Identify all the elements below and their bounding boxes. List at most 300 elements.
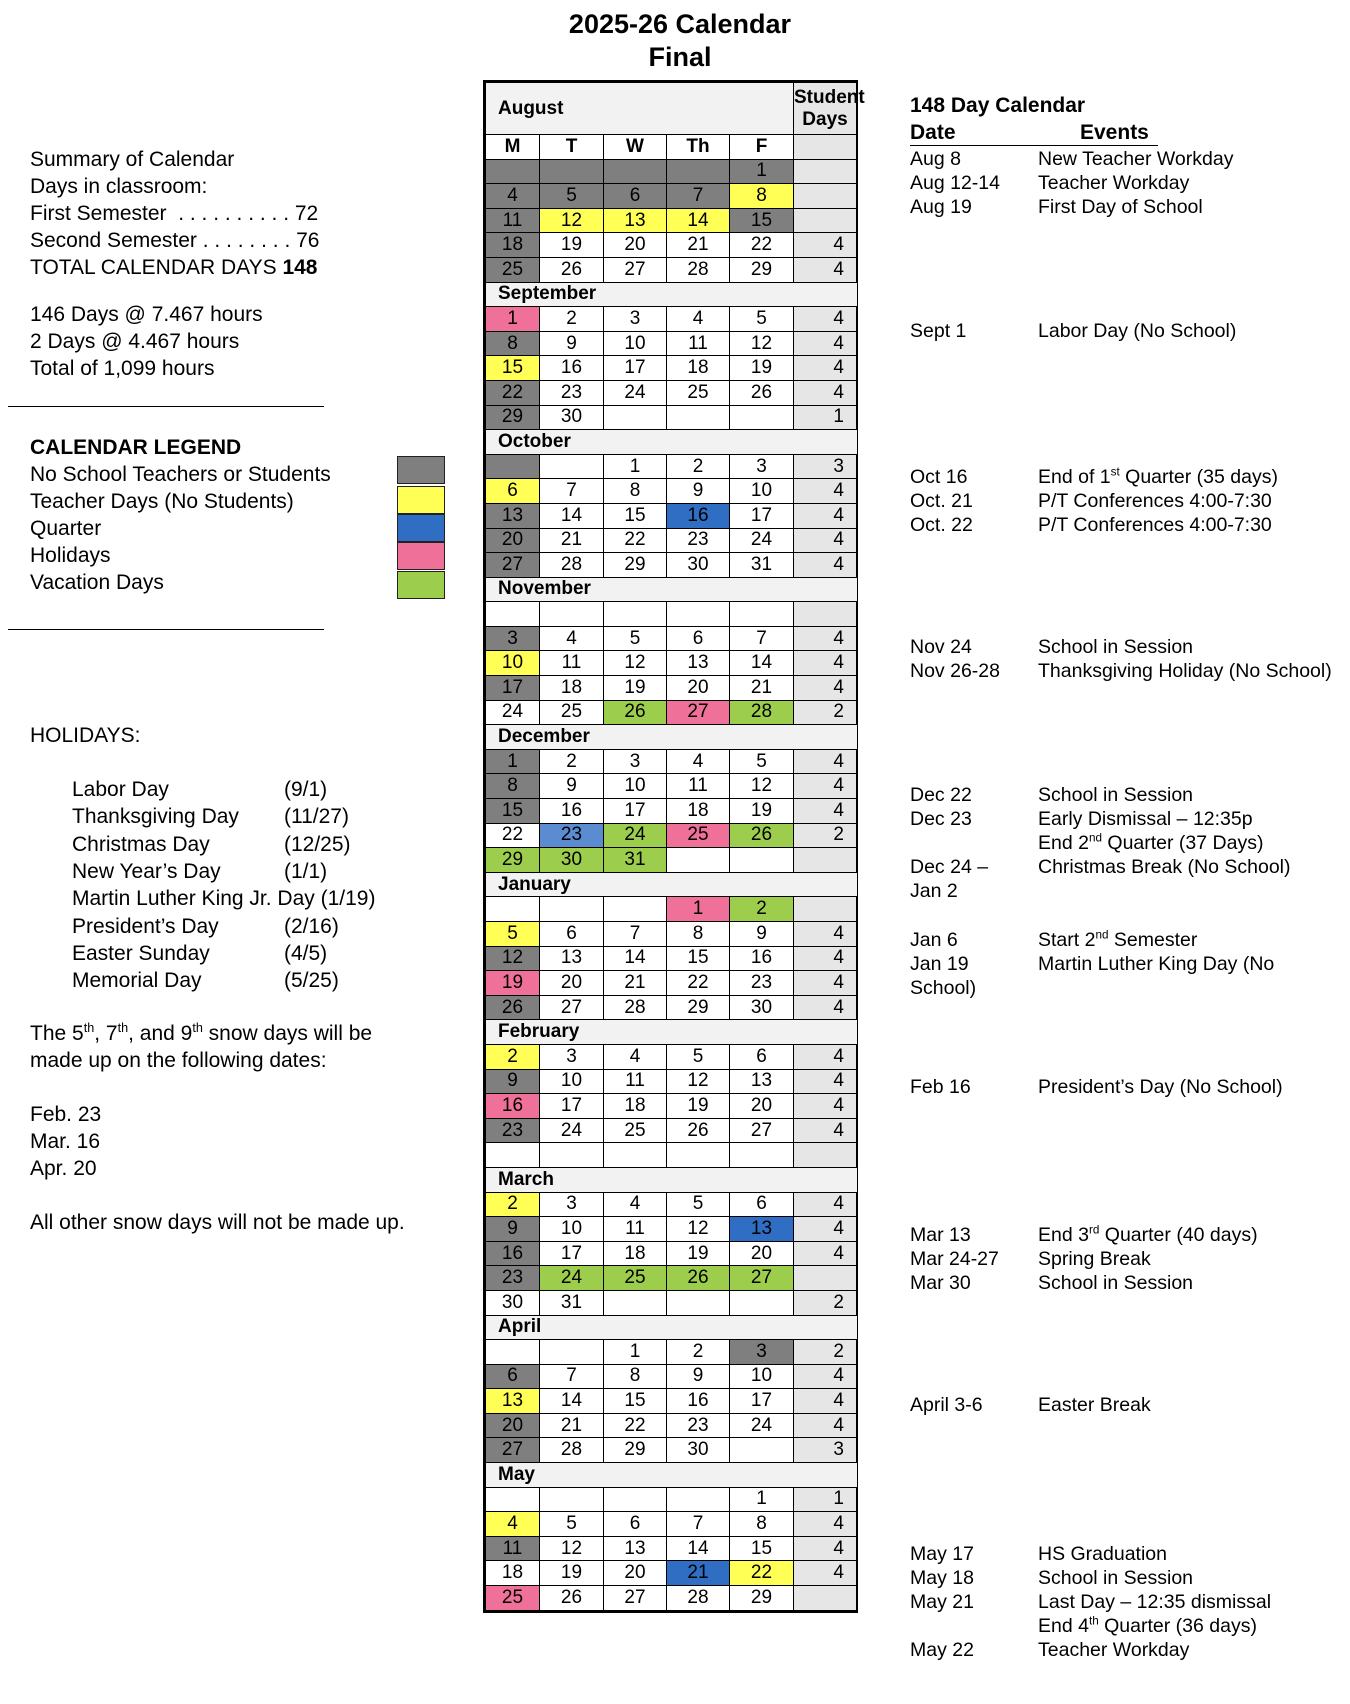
day-cell: 2	[540, 749, 604, 774]
student-days-cell: 4	[794, 380, 857, 405]
week-row	[486, 1561, 857, 1586]
student-days-cell: 4	[794, 1512, 857, 1537]
day-cell: 7	[540, 1364, 604, 1389]
day-cell: 19	[540, 233, 604, 258]
calendar-grid	[483, 80, 865, 1613]
day-cell: 21	[730, 676, 794, 701]
day-cell: 16	[486, 1094, 540, 1119]
total-days	[30, 254, 319, 281]
day-cell: 20	[486, 528, 540, 553]
day-cell: 9	[486, 1217, 540, 1242]
holiday-item	[72, 805, 349, 829]
day-cell: 21	[667, 1561, 730, 1586]
day-header-wed: W	[604, 135, 667, 160]
day-cell: 11	[604, 1217, 667, 1242]
week-row	[486, 528, 857, 553]
day-cell: 16	[540, 356, 604, 381]
snow-date: Feb. 23	[30, 1103, 102, 1126]
snow-line-1: The 5th, 7th, and 9th snow days will be	[30, 1021, 373, 1045]
week-row	[486, 946, 857, 971]
week-row	[486, 1118, 857, 1143]
day-cell	[667, 1487, 730, 1512]
day-cell: 27	[667, 700, 730, 725]
legend-vacation: Vacation Days	[30, 571, 164, 594]
week-row	[486, 700, 857, 725]
day-cell: 21	[540, 528, 604, 553]
student-days-cell: 4	[794, 1217, 857, 1242]
day-cell: 26	[730, 823, 794, 848]
day-cell: 10	[486, 651, 540, 676]
student-days-cell: 4	[794, 799, 857, 824]
day-cell: 6	[604, 1512, 667, 1537]
holiday-date: (2/16)	[284, 914, 339, 938]
header-month: August	[486, 83, 794, 135]
student-days-cell: 4	[794, 971, 857, 996]
day-cell: 15	[486, 356, 540, 381]
day-cell: 23	[667, 528, 730, 553]
day-cell: 5	[730, 749, 794, 774]
day-cell: 1	[604, 1340, 667, 1365]
week-row	[486, 159, 857, 184]
student-days-cell: 4	[794, 1389, 857, 1414]
holiday-name: New Year’s Day	[72, 859, 221, 883]
day-cell: 13	[667, 651, 730, 676]
day-cell: 23	[540, 380, 604, 405]
student-days-cell: 3	[794, 454, 857, 479]
day-cell: 1	[486, 307, 540, 332]
day-cell: 19	[486, 971, 540, 996]
day-header-blank	[794, 135, 857, 160]
day-cell: 4	[604, 1044, 667, 1069]
week-row	[486, 1340, 857, 1365]
calendar-table	[485, 82, 865, 1611]
holiday-item	[72, 941, 328, 966]
student-days-cell: 4	[794, 922, 857, 947]
day-cell: 6	[730, 1192, 794, 1217]
day-cell: 3	[730, 454, 794, 479]
day-cell	[730, 405, 794, 430]
week-row	[486, 1389, 857, 1414]
day-cell	[540, 1143, 604, 1168]
snow-date: Apr. 20	[30, 1157, 97, 1180]
month-label: September	[486, 282, 857, 307]
day-cell: 14	[667, 1536, 730, 1561]
day-cell	[540, 159, 604, 184]
holiday-name: Memorial Day	[72, 969, 202, 993]
week-row	[486, 1413, 857, 1438]
legend-swatch-blue	[397, 514, 445, 542]
week-row	[486, 208, 857, 233]
day-cell: 8	[604, 479, 667, 504]
holiday-date: (1/1)	[284, 859, 328, 883]
day-cell	[667, 405, 730, 430]
page-title	[480, 8, 880, 74]
legend-title: CALENDAR LEGEND	[30, 436, 242, 459]
day-cell: 14	[667, 208, 730, 233]
day-cell: 5	[667, 1192, 730, 1217]
title-line-1: 2025-26 Calendar	[568, 9, 792, 39]
holiday-date: (9/1)	[284, 778, 328, 801]
day-cell: 3	[604, 307, 667, 332]
day-cell: 27	[540, 995, 604, 1020]
day-cell: 31	[540, 1290, 604, 1315]
day-cell: 23	[486, 1266, 540, 1291]
title-line-2: Final	[648, 42, 712, 72]
divider	[8, 629, 324, 630]
hours-line-3: Total of 1,099 hours	[30, 357, 215, 380]
day-cell: 12	[730, 774, 794, 799]
day-cell: 10	[604, 774, 667, 799]
student-days-cell: 4	[794, 479, 857, 504]
week-row	[486, 233, 857, 258]
day-cell: 10	[540, 1069, 604, 1094]
day-cell: 18	[540, 676, 604, 701]
day-cell	[604, 1290, 667, 1315]
day-cell: 10	[540, 1217, 604, 1242]
day-cell: 12	[667, 1069, 730, 1094]
day-cell: 28	[604, 995, 667, 1020]
legend-holidays: Holidays	[30, 544, 111, 567]
day-cell: 11	[604, 1069, 667, 1094]
student-days-cell: 4	[794, 651, 857, 676]
day-cell: 15	[730, 208, 794, 233]
day-cell: 13	[604, 208, 667, 233]
day-cell: 12	[667, 1217, 730, 1242]
month-label: April	[486, 1315, 857, 1340]
student-days-cell	[794, 848, 857, 873]
month-label: May	[486, 1463, 857, 1488]
week-row	[486, 307, 857, 332]
month-label: February	[486, 1020, 857, 1045]
day-cell: 19	[730, 356, 794, 381]
day-cell: 8	[667, 922, 730, 947]
day-cell	[667, 159, 730, 184]
hours-line-1: 146 Days @ 7.467 hours	[30, 303, 263, 326]
student-days-cell	[794, 1586, 857, 1611]
day-cell: 26	[730, 380, 794, 405]
day-cell: 25	[667, 380, 730, 405]
day-cell: 16	[730, 946, 794, 971]
holiday-date: (5/25)	[284, 969, 339, 993]
day-cell	[486, 1143, 540, 1168]
day-cell: 4	[667, 749, 730, 774]
day-cell	[540, 602, 604, 627]
day-cell: 27	[486, 1438, 540, 1463]
day-cell: 18	[667, 799, 730, 824]
divider	[8, 406, 324, 407]
day-cell: 29	[486, 848, 540, 873]
day-cell: 13	[540, 946, 604, 971]
events-header	[910, 121, 1158, 146]
student-days-cell: 4	[794, 1413, 857, 1438]
week-row	[486, 1438, 857, 1463]
total-value: 148	[282, 256, 318, 279]
holidays-title: HOLIDAYS:	[30, 724, 141, 747]
day-cell: 7	[540, 479, 604, 504]
legend-swatch-yellow	[397, 486, 445, 514]
student-days-cell: 4	[794, 307, 857, 332]
student-days-cell: 4	[794, 1094, 857, 1119]
day-cell: 10	[730, 479, 794, 504]
day-cell: 21	[540, 1413, 604, 1438]
day-cell: 25	[540, 700, 604, 725]
holiday-name: Easter Sunday	[72, 941, 210, 965]
week-row	[486, 1290, 857, 1315]
week-row	[486, 848, 857, 873]
week-row	[486, 454, 857, 479]
student-days-cell: 2	[794, 1340, 857, 1365]
week-row	[486, 1487, 857, 1512]
day-cell: 23	[667, 1413, 730, 1438]
week-row	[486, 922, 857, 947]
day-cell	[667, 848, 730, 873]
day-cell: 24	[540, 1118, 604, 1143]
snow-final-note: All other snow days will not be made up.	[30, 1211, 405, 1234]
day-cell: 3	[486, 626, 540, 651]
day-cell: 25	[604, 1266, 667, 1291]
day-cell: 19	[667, 1241, 730, 1266]
student-days-cell	[794, 602, 857, 627]
day-cell: 9	[667, 1364, 730, 1389]
day-header-fri: F	[730, 135, 794, 160]
student-days-cell: 4	[794, 1536, 857, 1561]
day-cell: 27	[730, 1118, 794, 1143]
day-cell: 18	[604, 1094, 667, 1119]
day-cell: 7	[667, 184, 730, 209]
week-row	[486, 553, 857, 578]
day-cell: 26	[667, 1118, 730, 1143]
day-cell: 1	[730, 1487, 794, 1512]
day-cell: 3	[730, 1340, 794, 1365]
day-cell: 24	[730, 1413, 794, 1438]
day-cell: 25	[486, 257, 540, 282]
day-cell: 19	[540, 1561, 604, 1586]
day-cell: 1	[730, 159, 794, 184]
day-cell: 5	[540, 1512, 604, 1537]
days-label: Days in classroom:	[30, 175, 208, 198]
day-cell: 20	[604, 1561, 667, 1586]
week-row	[486, 995, 857, 1020]
day-cell: 7	[730, 626, 794, 651]
day-cell: 23	[730, 971, 794, 996]
day-cell: 15	[604, 503, 667, 528]
day-cell: 19	[667, 1094, 730, 1119]
day-cell: 24	[730, 528, 794, 553]
day-cell: 11	[486, 208, 540, 233]
day-cell	[604, 159, 667, 184]
student-days-cell	[794, 208, 857, 233]
week-row	[486, 897, 857, 922]
day-cell: 6	[604, 184, 667, 209]
holiday-name: Christmas Day	[72, 832, 210, 856]
day-cell	[604, 405, 667, 430]
day-cell	[667, 1290, 730, 1315]
day-cell: 17	[540, 1094, 604, 1119]
holiday-name: Martin Luther King Jr. Day (1/19)	[72, 887, 376, 911]
day-cell	[667, 1143, 730, 1168]
holiday-date: (11/27)	[284, 805, 349, 829]
day-cell: 22	[486, 823, 540, 848]
student-days-cell	[794, 1266, 857, 1291]
day-cell: 20	[730, 1094, 794, 1119]
student-days-cell: 4	[794, 1118, 857, 1143]
month-label: October	[486, 430, 857, 455]
day-cell: 28	[667, 1586, 730, 1611]
day-cell: 29	[486, 405, 540, 430]
day-cell: 28	[667, 257, 730, 282]
second-semester: Second Semester . . . . . . . . 76	[30, 229, 320, 252]
day-cell: 29	[730, 1586, 794, 1611]
day-cell	[730, 1290, 794, 1315]
events-col-events: Events	[1080, 121, 1149, 144]
day-cell: 30	[540, 848, 604, 873]
week-row	[486, 799, 857, 824]
student-days-cell: 4	[794, 503, 857, 528]
day-cell: 7	[604, 922, 667, 947]
holiday-date: (4/5)	[284, 941, 328, 965]
week-row	[486, 1143, 857, 1168]
day-cell: 19	[730, 799, 794, 824]
week-row	[486, 1536, 857, 1561]
day-cell: 5	[730, 307, 794, 332]
day-cell: 17	[730, 503, 794, 528]
summary-block	[30, 146, 319, 382]
student-days-cell: 4	[794, 626, 857, 651]
day-cell: 11	[667, 331, 730, 356]
day-cell: 19	[604, 676, 667, 701]
day-cell	[540, 454, 604, 479]
legend-swatch-pink	[397, 542, 445, 570]
day-cell: 13	[604, 1536, 667, 1561]
day-cell: 9	[540, 774, 604, 799]
day-cell: 20	[540, 971, 604, 996]
day-cell: 30	[667, 1438, 730, 1463]
day-cell: 9	[540, 331, 604, 356]
day-cell: 30	[667, 553, 730, 578]
day-cell: 4	[667, 307, 730, 332]
day-cell: 16	[667, 1389, 730, 1414]
week-row	[486, 1094, 857, 1119]
day-cell: 9	[486, 1069, 540, 1094]
day-cell: 2	[486, 1044, 540, 1069]
week-row	[486, 1266, 857, 1291]
student-days-cell	[794, 159, 857, 184]
student-days-cell: 3	[794, 1438, 857, 1463]
day-cell	[604, 602, 667, 627]
day-cell: 31	[730, 553, 794, 578]
day-cell	[730, 848, 794, 873]
student-days-cell: 4	[794, 1241, 857, 1266]
day-cell: 14	[730, 651, 794, 676]
day-cell: 18	[604, 1241, 667, 1266]
day-cell: 18	[486, 1561, 540, 1586]
day-cell: 1	[486, 749, 540, 774]
day-cell: 24	[540, 1266, 604, 1291]
day-cell: 8	[730, 184, 794, 209]
day-cell: 22	[667, 971, 730, 996]
student-days-cell: 2	[794, 700, 857, 725]
student-days-cell: 4	[794, 1069, 857, 1094]
day-cell: 22	[730, 1561, 794, 1586]
student-days-cell: 4	[794, 774, 857, 799]
week-row	[486, 1364, 857, 1389]
day-cell: 25	[486, 1586, 540, 1611]
day-cell	[486, 1487, 540, 1512]
day-cell: 8	[730, 1512, 794, 1537]
day-cell: 11	[540, 651, 604, 676]
student-days-cell: 4	[794, 331, 857, 356]
day-cell: 1	[604, 454, 667, 479]
student-days-cell	[794, 184, 857, 209]
day-cell: 6	[486, 479, 540, 504]
day-cell: 15	[730, 1536, 794, 1561]
day-cell: 10	[730, 1364, 794, 1389]
week-row	[486, 1069, 857, 1094]
day-cell: 15	[604, 1389, 667, 1414]
day-cell: 26	[604, 700, 667, 725]
holiday-item	[72, 778, 328, 802]
day-cell: 28	[540, 1438, 604, 1463]
week-row	[486, 1512, 857, 1537]
day-cell: 27	[604, 257, 667, 282]
day-cell: 5	[540, 184, 604, 209]
day-cell: 9	[667, 479, 730, 504]
day-cell: 2	[667, 454, 730, 479]
week-row	[486, 1044, 857, 1069]
snow-days-block	[30, 1020, 405, 1236]
student-days-cell: 4	[794, 1561, 857, 1586]
events-col-date: Date	[910, 121, 956, 144]
day-cell: 28	[540, 553, 604, 578]
day-cell: 26	[486, 995, 540, 1020]
day-cell: 16	[540, 799, 604, 824]
week-row	[486, 651, 857, 676]
student-days-cell: 4	[794, 257, 857, 282]
day-cell: 13	[486, 503, 540, 528]
day-cell: 2	[730, 897, 794, 922]
student-days-cell: 2	[794, 823, 857, 848]
day-cell: 12	[486, 946, 540, 971]
day-cell: 25	[667, 823, 730, 848]
day-cell: 23	[540, 823, 604, 848]
student-days-cell	[794, 897, 857, 922]
holiday-item	[72, 859, 328, 884]
day-header-tue: T	[540, 135, 604, 160]
day-cell	[486, 1340, 540, 1365]
snow-date: Mar. 16	[30, 1130, 101, 1153]
day-cell: 31	[604, 848, 667, 873]
month-label: January	[486, 872, 857, 897]
holiday-name: Labor Day	[72, 778, 169, 801]
day-cell: 4	[486, 1512, 540, 1537]
day-cell: 12	[540, 1536, 604, 1561]
day-cell: 2	[540, 307, 604, 332]
day-cell: 29	[604, 1438, 667, 1463]
day-cell: 4	[540, 626, 604, 651]
week-row	[486, 823, 857, 848]
student-days-cell: 4	[794, 528, 857, 553]
legend-no-school: No School Teachers or Students	[30, 463, 331, 486]
day-cell: 14	[604, 946, 667, 971]
day-cell: 24	[486, 700, 540, 725]
day-cell: 13	[730, 1217, 794, 1242]
day-cell: 26	[667, 1266, 730, 1291]
day-cell: 2	[486, 1192, 540, 1217]
day-cell: 12	[540, 208, 604, 233]
week-row	[486, 1217, 857, 1242]
day-cell: 6	[667, 626, 730, 651]
student-days-cell: 4	[794, 995, 857, 1020]
